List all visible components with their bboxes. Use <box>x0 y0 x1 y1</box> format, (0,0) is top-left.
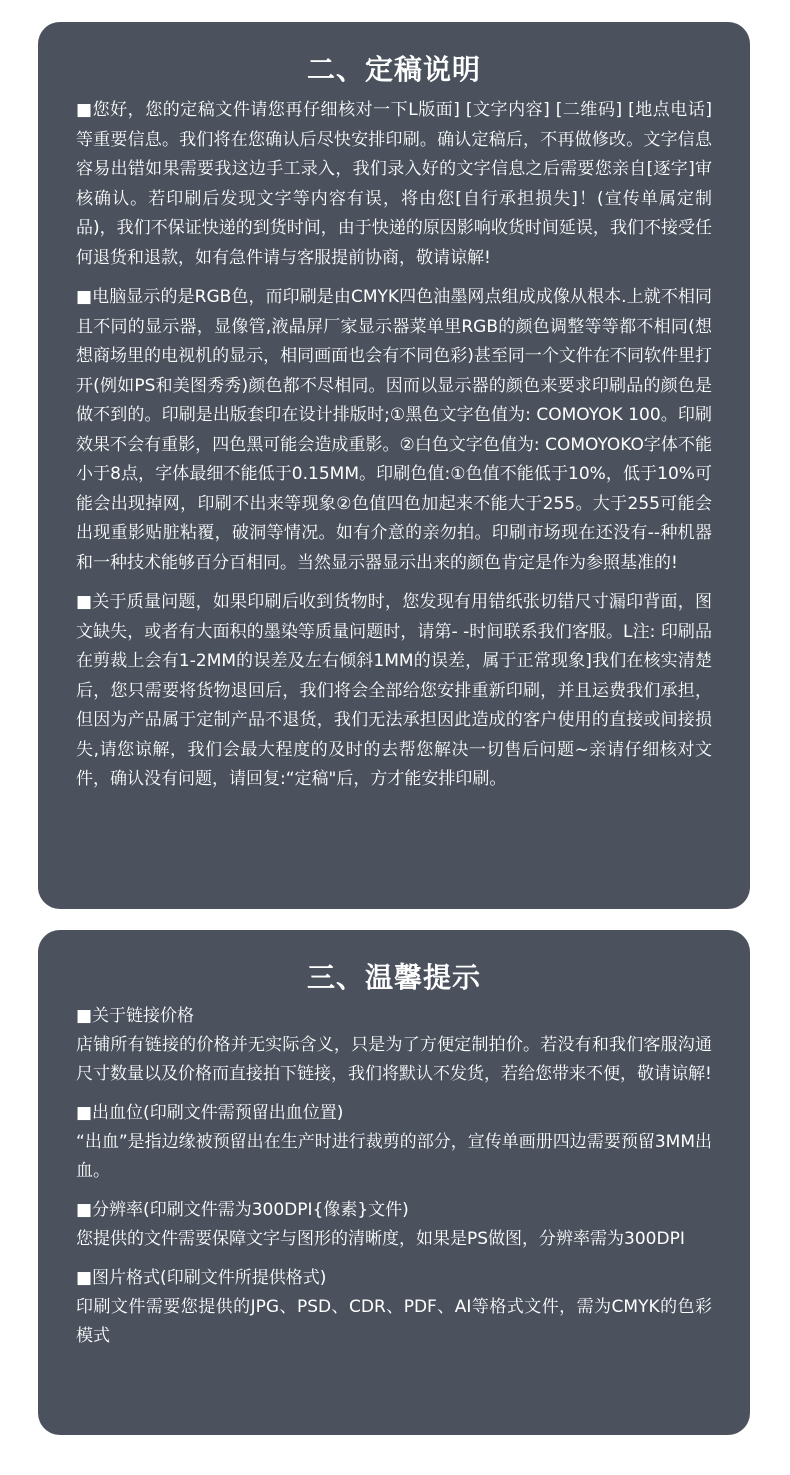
tip-heading: ■关于链接价格 <box>76 1006 195 1026</box>
tip-link-price <box>76 1002 712 1089</box>
tip-body: 您提供的文件需要保障文字与图形的清晰度，如果是PS做图，分辨率需为300DPI <box>76 1229 685 1249</box>
tip-heading: ■图片格式(印刷文件所提供格式) <box>76 1268 327 1288</box>
tip-bleed <box>76 1099 712 1186</box>
finalization-notes-title: 二、定稿说明 <box>306 53 481 86</box>
warm-tips-title: 三、温馨提示 <box>306 961 481 994</box>
tip-resolution <box>76 1196 712 1254</box>
proof-check-paragraph: ■您好，您的定稿文件请您再仔细核对一下L版面] [文字内容] [二维码] [地点电话] 等重要信息。我们将在您确认后尽快安排印刷。确认定稿后，不再做修改。文字信息容易出错如果需要我这边手工录入，我们录入好的文字信息之后需要您亲自[逐字]审核确认。若印刷后发现文字等内容有误，将由您[自行承担损失]！(宣传单属定制品)，我们不保证快递的到货时间，由于快递的原因影响收货时间延误，我们不接受任何退货和退款，如有急件请与客服提前协商，敬请谅解! <box>76 100 712 268</box>
quality-issue-paragraph: ■关于质量问题，如果印刷后收到货物时，您发现有用错纸张切错尺寸漏印背面，图文缺失，或者有大面积的墨染等质量问题时，请第- -时间联系我们客服。L注: 印刷品在剪裁上会有1-2MM的误差及左右倾斜1MM的误差，属于正常现象]我们在核实清楚后，您只需要将货物退回后，我们将会全部给您安排重新印刷，并且运费我们承担，但因为产品属于定制产品不退货，我们无法承担因此造成的客户使用的直接或间接损失,请您谅解，我们会最大程度的及时的去帮您解决一切售后问题~亲请仔细核对文件，确认没有问题，请回复:“定稿"后，方才能安排印刷。 <box>76 592 712 789</box>
tip-body: “出血”是指边缘被预留出在生产时进行裁剪的部分，宣传单画册四边需要预留3MM出血。 <box>76 1132 712 1181</box>
finalization-notes-card <box>38 22 750 909</box>
tip-body: 印刷文件需要您提供的JPG、PSD、CDR、PDF、AI等格式文件，需为CMYK的色彩模式 <box>76 1297 712 1346</box>
color-difference-paragraph: ■电脑显示的是RGB色，而印刷是由CMYK四色油墨网点组成成像从根本.上就不相同且不同的显示器，显像管,液晶屏厂家显示器菜单里RGB的颜色调整等等都不相同(想想商场里的电视机的显示，相同画面也会有不同色彩)甚至同一个文件在不同软件里打开(例如PS和美图秀秀)颜色都不尽相同。因而以显示器的颜色来要求印刷品的颜色是做不到的。印刷是出版套印在设计排版时;①黑色文字色值为: COMOYOK 100。印刷效果不会有重影，四色黑可能会造成重影。②白色文字色值为: COMOYOKO字体不能小于8点，字体最细不能低于0.15MM。印刷色值:①色值不能低于10%，低于10%可能会出现掉网，印刷不出来等现象②色值四色加起来不能大于255。大于255可能会出现重影贴脏粘覆，破洞等情况。如有介意的亲勿拍。印刷市场现在还没有--种机器和一种技术能够百分百相同。当然显示器显示出来的颜色肯定是作为参照基准的! <box>76 287 712 573</box>
warm-tips-card <box>38 930 750 1435</box>
tip-heading: ■分辨率(印刷文件需为300DPI{像素}文件) <box>76 1200 409 1220</box>
tip-heading: ■出血位(印刷文件需预留出血位置) <box>76 1103 344 1123</box>
tip-body: 店铺所有链接的价格并无实际含义，只是为了方便定制拍价。若没有和我们客服沟通尺寸数量以及价格而直接拍下链接，我们将默认不发货，若给您带来不便，敬请谅解! <box>76 1035 712 1084</box>
tip-image-format <box>76 1264 712 1351</box>
